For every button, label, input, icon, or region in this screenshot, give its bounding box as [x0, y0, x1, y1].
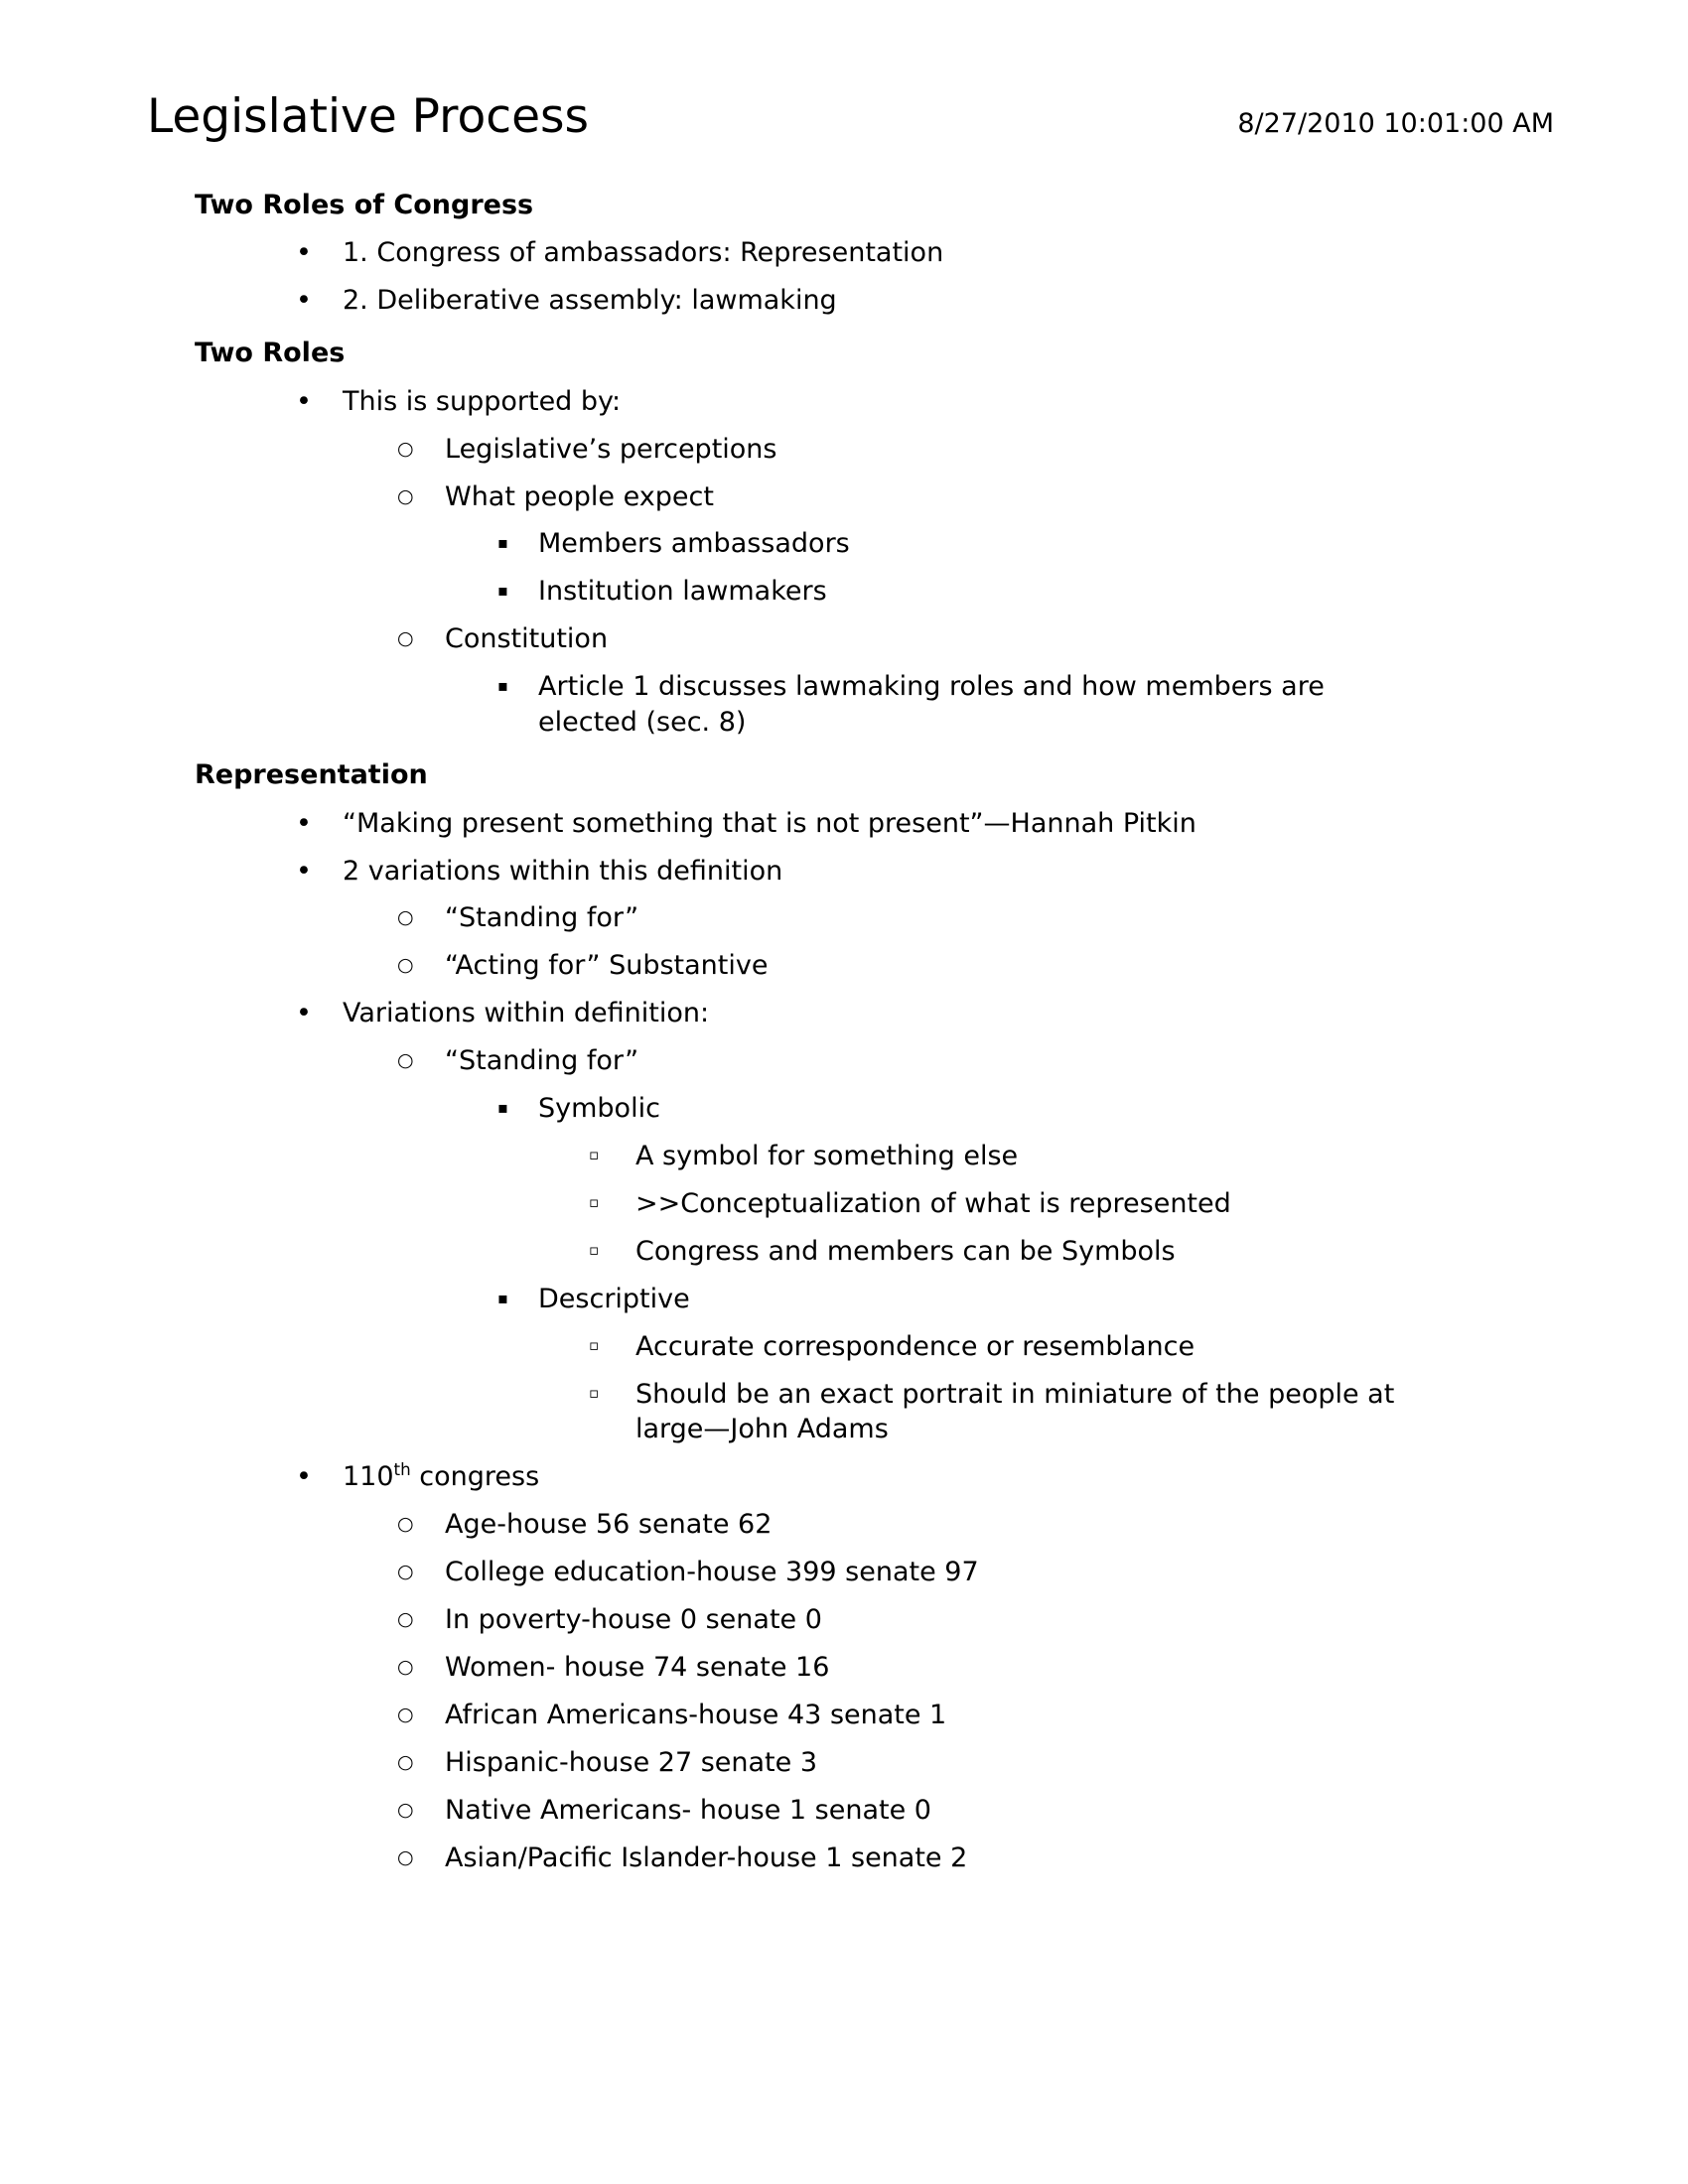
- list-item: [0, 1371, 1420, 1454]
- list-item-text: Hispanic-house 27 senate 3: [445, 1746, 817, 1778]
- list-item: [0, 520, 1569, 568]
- list-item-text: Members ambassadors: [538, 528, 850, 560]
- list-item: [0, 1501, 1569, 1549]
- list-item: [0, 1644, 1569, 1692]
- heading-representation: Representation: [195, 759, 428, 790]
- list-item: [0, 1596, 1569, 1644]
- list-item: [0, 942, 1569, 990]
- list-item-text: College education-house 399 senate 97: [445, 1557, 979, 1588]
- bullet-disc-icon: [296, 806, 312, 842]
- bullet-circle-icon: [397, 437, 414, 462]
- list-item-text: Age-house 56 senate 62: [445, 1509, 773, 1541]
- list-item-text: “Making present something that is not present”—Hannah Pitkin: [343, 807, 1196, 839]
- list-item: [0, 615, 1569, 663]
- list-item: [0, 1228, 1569, 1276]
- list-item-text: Symbolic: [538, 1093, 660, 1125]
- list-item-text: Constitution: [445, 623, 609, 655]
- list-item: [0, 1037, 1569, 1085]
- bullet-square-filled-icon: [497, 1288, 508, 1308]
- bullet-square-filled-icon: [497, 532, 508, 553]
- bullet-circle-icon: [397, 1703, 414, 1727]
- list-item: [0, 848, 1569, 895]
- list-item-congress: [0, 1453, 1569, 1501]
- ordinal-suffix: th: [393, 1459, 411, 1480]
- list-item: [0, 1835, 1569, 1882]
- bullet-square-filled-icon: [497, 580, 508, 601]
- list-item-text: A symbol for something else: [635, 1140, 1019, 1171]
- list-item-text: 2 variations within this definition: [343, 855, 783, 887]
- bullet-circle-icon: [397, 1655, 414, 1680]
- bullet-circle-icon: [397, 1048, 414, 1073]
- bullet-square-hollow-icon: [589, 1241, 599, 1261]
- list-item: [0, 1739, 1569, 1787]
- list-item-text: 2. Deliberative assembly: lawmaking: [343, 285, 837, 317]
- list-item-text: Asian/Pacific Islander-house 1 senate 2: [445, 1842, 968, 1873]
- list-item-text: [343, 1459, 1569, 1495]
- bullet-circle-icon: [397, 1750, 414, 1775]
- bullet-disc-icon: [296, 854, 312, 889]
- document-header: [0, 0, 1688, 143]
- bullet-circle-icon: [397, 626, 414, 651]
- list-item: [0, 1276, 1569, 1323]
- list-item-text: Native Americans- house 1 senate 0: [445, 1794, 931, 1826]
- list-item-text: Women- house 74 senate 16: [445, 1651, 830, 1683]
- bullet-square-filled-icon: [497, 675, 508, 696]
- list-item-text: 1. Congress of ambassadors: Representation: [343, 237, 944, 269]
- list-item: [0, 277, 1569, 325]
- bullet-circle-icon: [397, 484, 414, 509]
- heading-two-roles: Two Roles: [195, 338, 346, 369]
- list-item: [0, 1085, 1569, 1133]
- list-item: [0, 1549, 1569, 1596]
- list-item-text: In poverty-house 0 senate 0: [445, 1604, 822, 1636]
- bullet-circle-icon: [397, 953, 414, 978]
- bullet-disc-icon: [296, 283, 312, 319]
- list-item: [0, 426, 1569, 474]
- list-item: [0, 663, 1420, 747]
- list-item-text: Article 1 discusses lawmaking roles and how members are elected (sec. 8): [538, 671, 1325, 739]
- bullet-disc-icon: [296, 235, 312, 271]
- list-item-text: Descriptive: [538, 1283, 690, 1314]
- list-item-text: Legislative’s perceptions: [445, 433, 777, 465]
- list-item-text: African Americans-house 43 senate 1: [445, 1699, 947, 1730]
- page-title: Legislative Process: [147, 89, 589, 144]
- list-item: [0, 800, 1569, 848]
- list-item-text: Accurate correspondence or resemblance: [635, 1330, 1196, 1362]
- list-item-text: >>Conceptualization of what is represented: [635, 1187, 1231, 1219]
- bullet-circle-icon: [397, 1607, 414, 1632]
- document-timestamp: 8/27/2010 10:01:00 AM: [1237, 108, 1554, 139]
- bullet-square-hollow-icon: [589, 1193, 599, 1213]
- list-item: [0, 1323, 1569, 1371]
- bullet-square-filled-icon: [497, 1097, 508, 1118]
- list-item: [0, 894, 1569, 942]
- list-item: [0, 568, 1569, 615]
- list-item: [0, 1133, 1569, 1180]
- list-item: [0, 990, 1569, 1037]
- list-item-text: Should be an exact portrait in miniature of the people at large—John Adams: [635, 1378, 1395, 1445]
- congress-label: congress: [410, 1461, 540, 1493]
- list-item-text: “Standing for”: [445, 902, 639, 934]
- list-item: [0, 1692, 1569, 1739]
- list-item-text: Institution lawmakers: [538, 576, 827, 608]
- heading-two-roles-of-congress: Two Roles of Congress: [195, 189, 534, 220]
- outline-body: [0, 143, 1688, 1882]
- list-item: [0, 1787, 1569, 1835]
- list-item: [0, 378, 1569, 426]
- list-item-text: This is supported by:: [343, 385, 622, 417]
- list-item: [0, 474, 1569, 521]
- bullet-square-hollow-icon: [589, 1146, 599, 1165]
- bullet-circle-icon: [397, 905, 414, 930]
- bullet-disc-icon: [296, 996, 312, 1031]
- bullet-circle-icon: [397, 1512, 414, 1537]
- bullet-circle-icon: [397, 1845, 414, 1870]
- list-item: [0, 229, 1569, 277]
- list-item-text: “Standing for”: [445, 1045, 639, 1077]
- bullet-square-hollow-icon: [589, 1384, 599, 1404]
- bullet-square-hollow-icon: [589, 1336, 599, 1356]
- bullet-circle-icon: [397, 1798, 414, 1823]
- list-item-text: What people expect: [445, 480, 714, 512]
- list-item-text: Variations within definition:: [343, 998, 710, 1029]
- bullet-disc-icon: [296, 384, 312, 420]
- bullet-circle-icon: [397, 1560, 414, 1584]
- list-item-text: “Acting for” Substantive: [445, 950, 769, 982]
- congress-number: 110: [343, 1461, 394, 1493]
- list-item-text: Congress and members can be Symbols: [635, 1235, 1176, 1267]
- list-item: [0, 1180, 1569, 1228]
- bullet-disc-icon: [296, 1459, 312, 1495]
